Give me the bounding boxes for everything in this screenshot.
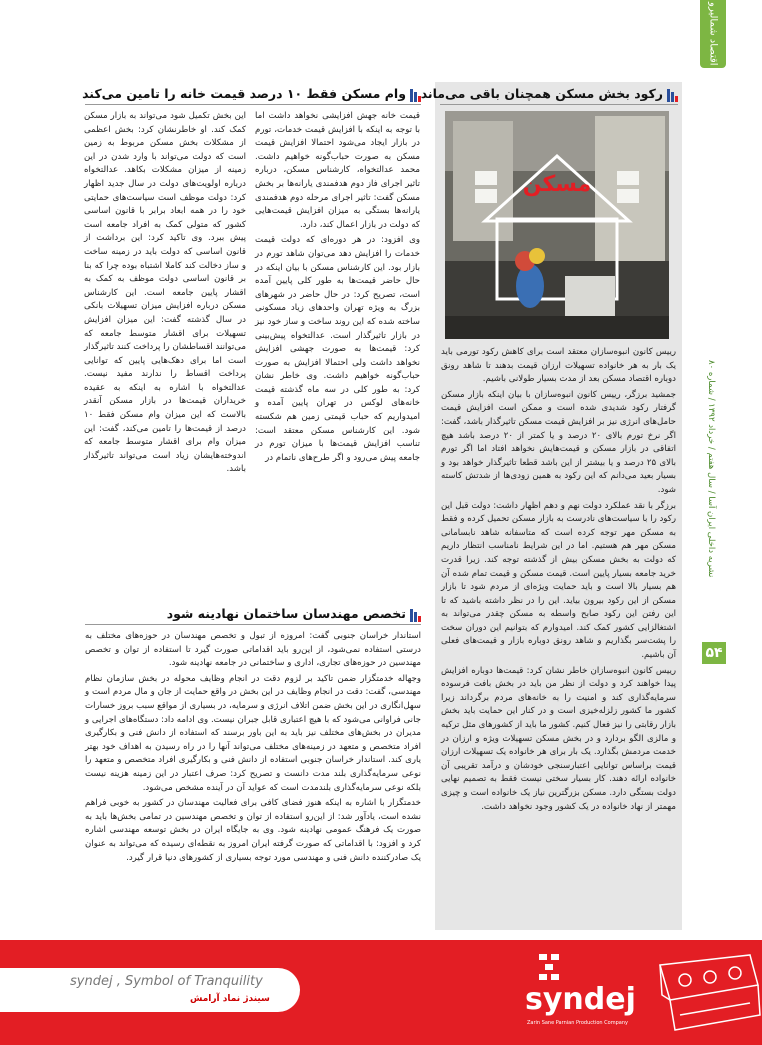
article1-paragraph: رییس کانون انبوه‌سازان معتقد است برای کاهش رکود تورمی باید یک بار به هر خانواده تسهیلات ارزان قیمت بدهند تا شاهد رونق دوباره اقتصاد مسکن بعد از مدت بسیار طولانی باشیم. (441, 347, 676, 385)
article3-title: تخصص مهندسان ساختمان نهادینه شود (85, 606, 421, 622)
article2-paragraph: این بخش تکمیل شود می‌تواند به بازار مسکن کمک کند. او خاطرنشان کرد: بخش اعظمی از مشکلات بخش مسکن مربوط به زمین است که دولت می‌تواند با وارد شدن در این زمینه از میزان مشکلات بکاهد. عدالتخواه درباره اولویت‌های دولت در سال جدید اظهار کرد: دولت موظف است سیاست‌های حمایتی خود را در همه ابعاد برابر با قانون اساسی کشور که متولی کمک به افراد جامعه است پیش ببرد. وی تاکید کرد: این برداشت از قانون اساسی که دولت باید در زمینه ساخت و ساز دخالت کند کاملا اشتباه بوده چرا که بنا بر قانون اساسی دولت موظف به کمک به اقشار پایین جامعه است. این کارشناس مسکن درباره افزایش میزان تسهیلات بانکی در سال گذشته گفت: این میزان افزایش تسهیلات برای اقشار متوسط جامعه که می‌توانند اقساطشان را پرداخت کنند تاثیرگذار است اما برای دهک‌هایی پایین که توانایی پرداخت اقساط را ندارند مفید نیست. عدالتخواه با اشاره به اینکه به عقیده خریداران قیمت‌ها در بازار مسکن آنقدر بالاست که این میزان وام مسکن فقط ۱۰ درصد از قیمت‌ها را تامین می‌کند، گفت: این میزان وام برای اقشار متوسط جامعه که اندوخته‌هایشان زیاد است می‌تواند تاثیرگذار باشد. (84, 111, 246, 475)
article1-paragraph: جمشید برزگر، رییس کانون انبوه‌سازان با بیان اینکه بازار مسکن گرفتار رکود شدیدی شده است و ممکن است افزایش قیمت حامل‌های انرژی نیز بر افزایش قیمت مسکن تاثیرگذار باشد، گفت: اگر نرخ تورم بالای ۲۰ درصد و یا کمتر از ۲۰ درصد باشد هیچ اتفاقی در بازار مسکن و قیمت‌هایش نخواهد افتاد اما اگر تورم بالای ۲۵ درصد و یا بیشتر از این باشد قطعا تاثیرگذار خواهد بود و بسیار بعید می‌دانم که این رکود به همین زودی‌ها از شدتش کاسته شود. (441, 389, 676, 495)
article1-body (441, 346, 676, 816)
bar-chart-icon (666, 87, 678, 102)
article1-photo (445, 111, 669, 339)
issue-line: نشریه داخلی ایران آسا / سال هفتم / خرداد ۱۳۹۲ / شماره ۸۰ (706, 360, 716, 578)
brand-subtitle: Zarin Sane Parnian Production Company (527, 1020, 628, 1026)
article3-paragraph: وجهاله خدمتگزار ضمن تاکید بر لزوم دقت در انجام وظایف محوله در بخش سازمان نظام مهندسی، گفت: دقت در انجام وظایف در این بخش در واقع حمایت از جان و مال مردم است و سهل‌انگاری در این بخش ضمن اتلاف انرژی و سرمایه، در بسیاری از مواقع سبب بروز خسارات جانی فراوانی می‌شود که با هیچ اعتباری قابل جبران نیست. وی ادامه داد: دستگاه‌های اجرایی و مدیران در بخش‌های مختلف نیز باید به این باور برسند که استفاده از دانش فنی و بکارگیری افراد متخصص و متعهد در زمینه‌های مختلف می‌تواند آنها را در راه رسیدن به اهداف خود بهتر یاری کند. استاندار خراسان جنوبی استفاده از دانش فنی و بکارگیری افراد متخصص و متعهد را نوعی سرمایه‌گذاری بلند مدت دانست و تصریح کرد: صرف اعتبار در این زمینه هزینه نیست بلکه نوعی سرمایه‌گذاری بلندمدت است که عواید آن در آینده مشخص می‌شود. (85, 673, 421, 793)
article1-title: رکود بخش مسکن همچنان باقی می‌ماند (440, 86, 678, 102)
article3-paragraph: استاندار خراسان جنوبی گفت: امروزه از تبول و تخصص مهندسان در حوزه‌های مختلف به درستی استفاده نمی‌شود، از این‌رو باید اقداماتی صورت گیرد تا استفاده از توان و تخصص مهندسین در حوزه‌های تجاری، اداری و ساختمانی در جامعه نهادینه شود. (85, 631, 421, 669)
footer-slogan-fa: سیندژ نماد آرامش (190, 994, 270, 1004)
article1-paragraph: برزگر با نقد عملکرد دولت نهم و دهم اظهار داشت: دولت قبل این رکود را با سیاست‌های نادرست به بازار مسکن تحمیل کرده و فقط به مسکن مهر توجه کرده است که متاسفانه شاهد نابسامانی مسکن مهر هم هستیم. اما در این شرایط نامناسب انتظار داریم که دولت به بخش مسکن بیش از گذشته توجه کند. زیرا قدرت خرید جامعه بسیار پایین است. قیمت مسکن و قیمت تمام شده آن هم بسیار بالا است و باید حمایت ویژه‌ای از مردم شود تا بازار مسکن از این رکود بیرون بیاید. این را در نظر داشته باشید که تا این رفتن این رکود صابح واسطه به مسکن چقدر می‌تواند به اشتغالزایی کشور کمک کند. امیدوارم که بتوانیم این دوران سخت را پشت‌سر بگذاریم و شاهد رونق دوباره بازار و قیمت‌های فعلی آن باشیم. (441, 500, 676, 661)
page-number: ۵۴ (702, 642, 726, 664)
article3-paragraph: خدمتگزار با اشاره به اینکه هنوز فضای کافی برای فعالیت مهندسان در کشور به خوبی فراهم نشده است، یادآور شد: از این‌رو استفاده از توان و تخصص مهندسین در تمامی بخش‌ها باید به صورت یک فرهنگ عمومی نهادینه شود. وی به جایگاه ایران در بخش توسعه مهندسی اشاره کرد و افزود: با اقداماتی که صورت گرفته ایران امروز به نقطه‌ای رسیده که می‌تواند به عنوان یک صادرکننده دانش فنی و مهندسی مورد توجه بسیاری از کشورهای دنیا قرار گیرد. (85, 798, 421, 863)
section-tab (700, 0, 726, 68)
section-tab-label: اقتصاد شمالیرو (707, 2, 719, 66)
article2-column-right (255, 110, 420, 467)
article3-body (85, 630, 421, 867)
sofa-illustration (640, 945, 762, 1044)
footer-slogan: syndej , Symbol of Tranquility (70, 974, 263, 989)
svg-text:مسکن: مسکن (522, 172, 592, 197)
brand-name: syndej (525, 982, 636, 1017)
article1-paragraph: رییس کانون انبوه‌سازان خاطر نشان کرد: قیمت‌ها دوباره افزایش پیدا خواهند کرد و دولت از نظر من باید در بخش بافت فرسوده سرمایه‌گذاری کند و امنیت را به خانه‌های مردم برگرداند زیرا کشور ما کشور زلزله‌خیزی است و در کنار این حمایت باید بخش بازار رقابتی را نیز فعال کنیم. کشور ما باید از کشورهای مثل ترکیه و مالزی الگو بردارد و در بخش مسکن تسهیلات ویژه و ارزان در خدمت مردمش بگذارد. یک بار برای هر خانواده یک تسهیلات ارزان قیمت براساس توانایی اعتبارسنجی خودشان و درآمد تقریبی آن خانواده ارائه دهند. کار بسیار سختی نیست فقط به تصمیم نهایی دولت بستگی دارد. مسکن بزرگترین نیاز یک خانواده است و چیزی مهمتر از نهاد خانواده در یک کشور وجود نخواهد داشت. (441, 665, 676, 812)
article2-paragraph: وی افزود: در هر دوره‌ای که دولت قیمت خدمات را افزایش دهد می‌توان شاهد تورم در بازار بود. این کارشناس مسکن با بیان اینکه در حال حاضر قیمت‌ها به طور کلی پایین آمده است، تصریح کرد: در حال حاضر در شهرهای بزرگ به ویژه تهران واحدهای زیاد مسکونی ساخته شده که این روند ساخت و ساز خود نیز در بازار تاثیرگذار است. عدالتخواه پیش‌بینی کرد: قیمت‌ها به صورت جهشی افزایش نخواهد داشت ولی احتمالا افزایش به صورت حباب‌گونه خواهیم داشت. وی خاطر نشان کرد: به طور کلی در سه ماه گذشته قیمت خانه‌های لوکس در تهران پایین آمده و امیدواریم که حباب قیمتی زمین هم شکسته شود. این کارشناس مسکن معتقد است: تناسب افزایش قیمت‌ها با میزان تورم در جامعه پیش می‌رود و اگر طرح‌های ناتمام در (255, 235, 420, 463)
article2-paragraph: قیمت خانه جهش افزایشی نخواهد داشت اما با توجه به اینکه با افزایش قیمت خدمات، تورم در بازار ایجاد می‌شود احتمالا افزایش قیمت مسکن به صورت حباب‌گونه خواهیم داشت. محمد عدالتخواه، کارشناس مسکن، درباره تاثیر اجرای فاز دوم هدفمندی یارانه‌ها بر بخش مسکن گفت: تاثیر اجرای مرحله دوم هدفمندی یارانه‌ها بستگی به میزان افزایش قیمت‌هایی که دولت در بازار اعمال کند، دارد. (255, 111, 420, 230)
bar-chart-icon (409, 607, 421, 622)
article2-title: وام مسکن فقط ۱۰ درصد قیمت خانه را تامین می‌کند (85, 86, 421, 102)
bar-chart-icon (409, 87, 421, 102)
housing-office-photo (445, 111, 669, 339)
article2-column-left (84, 110, 246, 479)
